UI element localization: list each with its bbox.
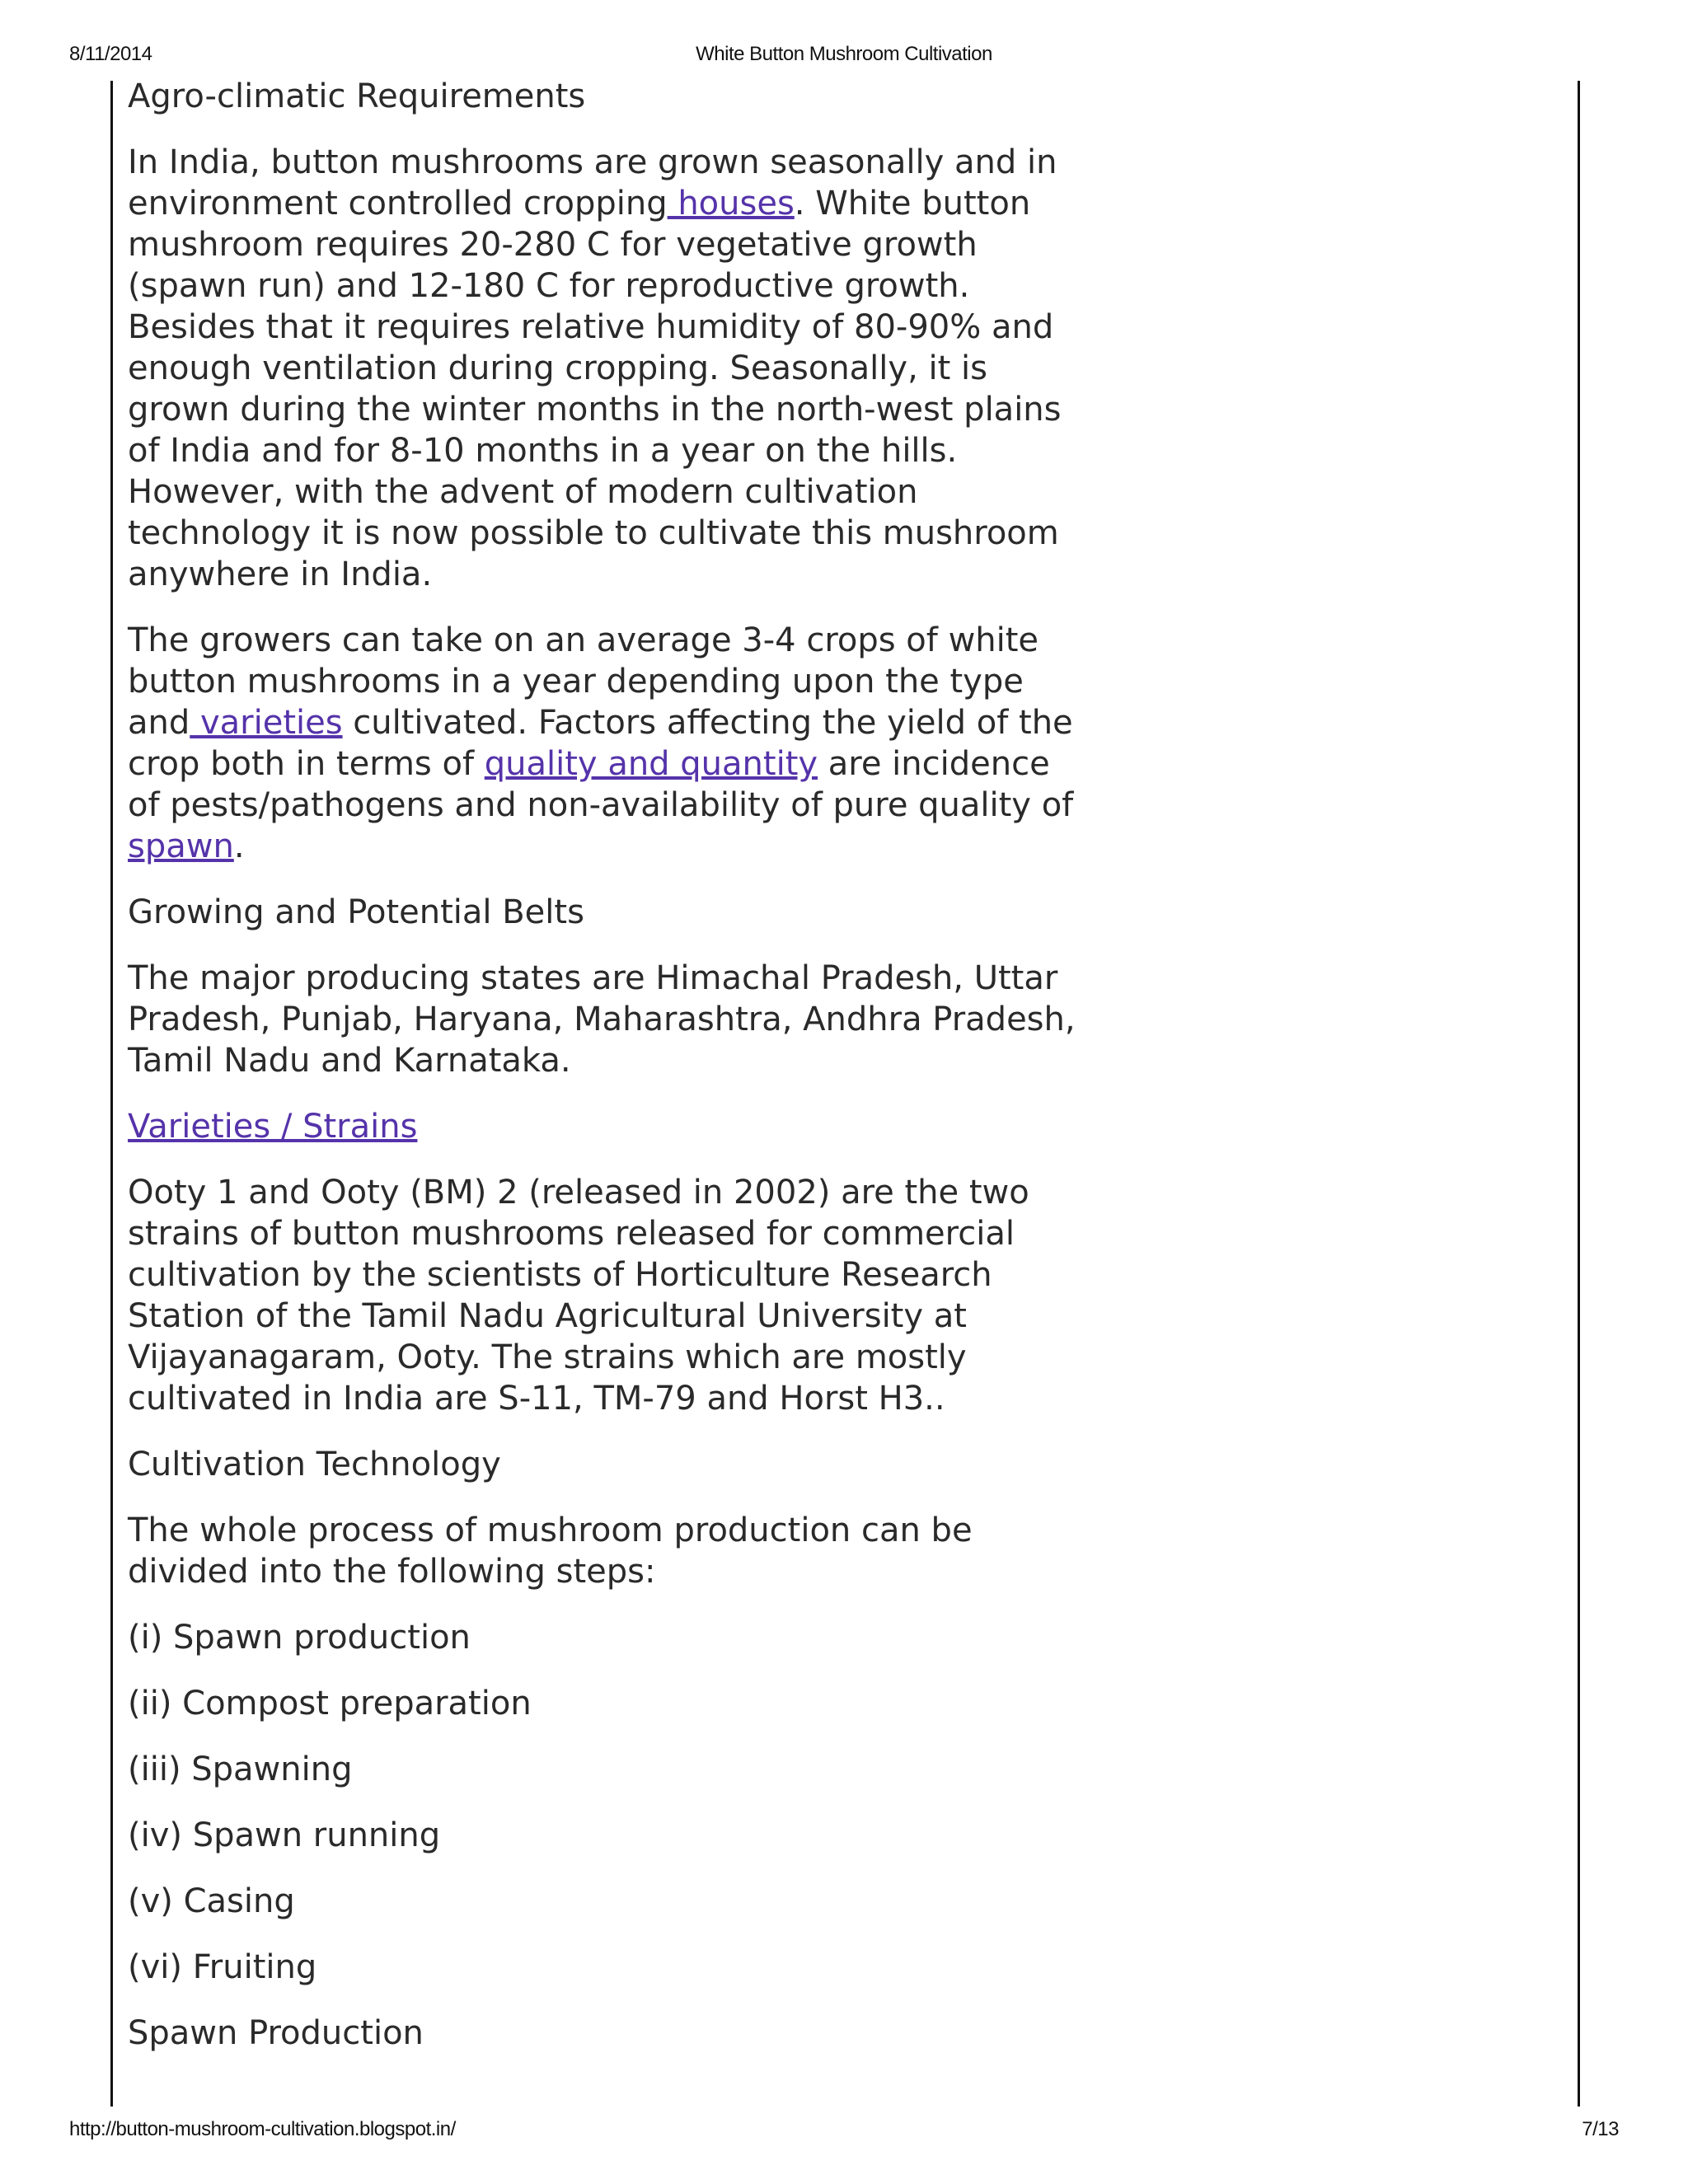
print-header — [69, 43, 1619, 69]
page-number: 7/13 — [1582, 2118, 1619, 2140]
step-item: (ii) Compost preparation — [128, 1685, 532, 1722]
paragraph-text: The growers can take on an average 3-4 crops of white button mushrooms in a year depending upon the type and — [128, 621, 1039, 742]
link-quality-and-quantity[interactable]: quality and quantity — [484, 745, 818, 783]
paragraph-text: . — [233, 827, 245, 865]
print-title: White Button Mushroom Cultivation — [696, 43, 992, 65]
paragraph-process: The whole process of mushroom production can be divided into the following steps: — [128, 1511, 973, 1591]
paragraph-states: The major producing states are Himachal Pradesh, Uttar Pradesh, Punjab, Haryana, Maharashtra, Andhra Pradesh, Tamil Nadu and Karnataka. — [128, 959, 1076, 1080]
step-item: (v) Casing — [128, 1882, 295, 1920]
link-varieties[interactable]: varieties — [190, 704, 343, 742]
paragraph-agro — [128, 142, 1084, 595]
right-border-rule — [1578, 81, 1580, 2107]
paragraph-text: . White button mushroom requires 20-280 C for vegetative growth (spawn run) and 12-180 C for reproductive growth. Besides that it requires relative humidity of 80-90% and enough ventilation during cropping. Seasonally, it is grown during the winter months in the north-west plains of India and for 8-10 months in a year on the hills. However, with the advent of modern cultivation technology it is now possible to cultivate this mushroom anywhere in India. — [128, 185, 1062, 593]
paragraph-text: In India, button mushrooms are grown seasonally and in environment controlled cropping — [128, 143, 1057, 223]
step-item: (iv) Spawn running — [128, 1816, 441, 1854]
print-footer — [69, 2118, 1619, 2144]
paragraph-strains: Ooty 1 and Ooty (BM) 2 (released in 2002) are the two strains of button mushrooms released for commercial cultivation by the scientists of Horticulture Research Station of the Tamil Nadu Agricultural University at Vijayanagaram, Ooty. The strains which are mostly cultivated in India are S-11, TM-79 and Horst H3.. — [128, 1174, 1029, 1418]
step-item: (i) Spawn production — [128, 1619, 471, 1657]
heading-cultivation-technology: Cultivation Technology — [128, 1446, 501, 1483]
heading-varieties-strains — [128, 1106, 1084, 1147]
link-varieties-strains[interactable]: Varieties / Strains — [128, 1108, 418, 1146]
paragraph-yield — [128, 620, 1084, 867]
heading-agro-climatic: Agro-climatic Requirements — [128, 77, 586, 115]
heading-growing-belts: Growing and Potential Belts — [128, 893, 584, 931]
left-border-rule — [110, 81, 113, 2107]
paragraph-text: cultivated. Factors affecting the yield of the crop both in terms of — [128, 704, 1073, 783]
link-houses[interactable]: houses — [667, 185, 795, 223]
print-url: http://button-mushroom-cultivation.blogspot.in/ — [69, 2118, 456, 2140]
step-item: (vi) Fruiting — [128, 1948, 317, 1986]
paragraph-text: are incidence of pests/pathogens and non-availability of pure quality of — [128, 745, 1074, 824]
step-item: (iii) Spawning — [128, 1750, 353, 1788]
article-body — [128, 76, 1084, 2079]
print-date: 8/11/2014 — [69, 43, 152, 65]
link-spawn[interactable]: spawn — [128, 827, 234, 865]
heading-spawn-production: Spawn Production — [128, 2014, 424, 2052]
